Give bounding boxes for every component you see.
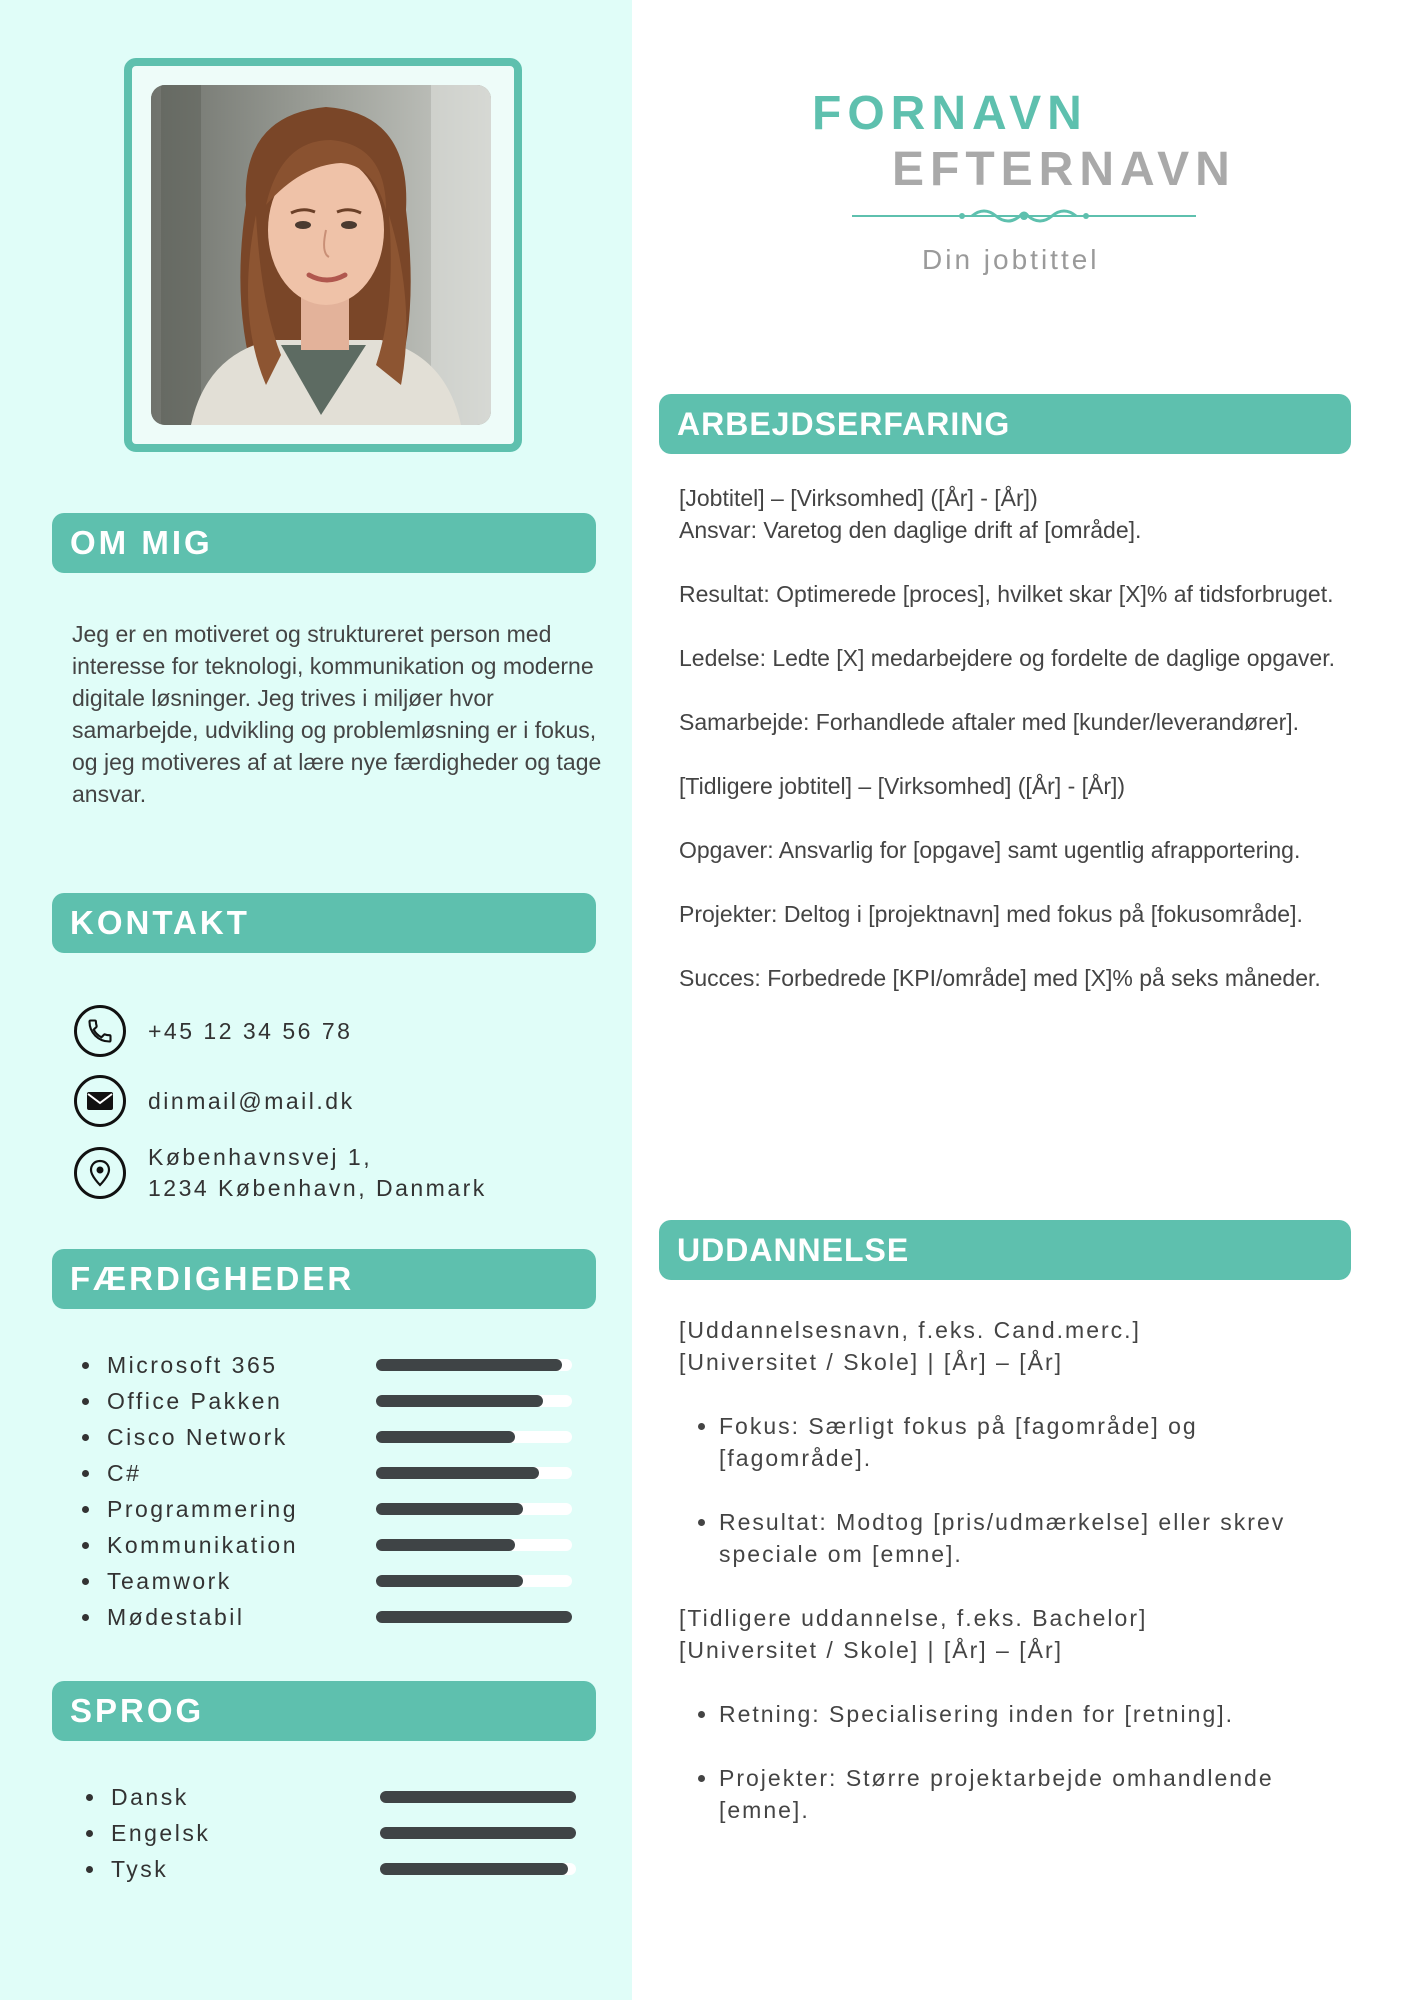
skill-level-fill — [376, 1395, 543, 1407]
contact-email — [74, 1075, 355, 1127]
education-bullet: • Resultat: Modtog [pris/udmærkelse] eller skrev speciale om [emne]. — [719, 1506, 1359, 1570]
skill-level-bar — [376, 1359, 572, 1371]
skills-heading: FÆRDIGHEDER — [52, 1249, 596, 1309]
email-address[interactable]: dinmail@mail.dk — [148, 1087, 355, 1114]
education-bullets-1 — [679, 1410, 1359, 1570]
skill-level-bar — [376, 1575, 572, 1587]
language-level-bar — [380, 1827, 576, 1839]
ornament-divider-icon — [852, 206, 1196, 226]
skill-item — [82, 1563, 602, 1599]
bullet-icon — [82, 1398, 89, 1405]
languages-list — [86, 1779, 606, 1887]
bullet-icon — [82, 1578, 89, 1585]
skill-name: C# — [107, 1459, 142, 1486]
skill-item — [82, 1347, 602, 1383]
education-entry-1 — [679, 1314, 1359, 1378]
work-entry: Projekter: Deltog i [projektnavn] med fokus på [fokusområde]. — [679, 901, 1303, 927]
skill-level-bar — [376, 1503, 572, 1515]
language-level-bar — [380, 1863, 576, 1875]
skill-level-fill — [376, 1431, 515, 1443]
skill-level-fill — [376, 1503, 523, 1515]
education-degree: [Uddannelsesnavn, f.eks. Cand.merc.] — [679, 1317, 1141, 1343]
work-entry: Succes: Forbedrede [KPI/område] med [X]% på seks måneder. — [679, 965, 1321, 991]
education-degree: [Tidligere uddannelse, f.eks. Bachelor] — [679, 1605, 1148, 1631]
location-pin-icon — [74, 1147, 126, 1199]
about-heading: OM MIG — [52, 513, 596, 573]
work-entry: Resultat: Optimerede [proces], hvilket skar [X]% af tidsforbruget. — [679, 581, 1334, 607]
language-item — [86, 1779, 606, 1815]
education-heading: UDDANNELSE — [659, 1220, 1351, 1280]
language-item — [86, 1815, 606, 1851]
skill-level-bar — [376, 1611, 572, 1623]
language-name: Engelsk — [111, 1819, 211, 1846]
first-name: FORNAVN — [812, 87, 1088, 140]
bullet-icon — [82, 1362, 89, 1369]
left-column — [0, 0, 632, 2000]
about-text: Jeg er en motiveret og struktureret person med interesse for teknologi, kommunikation og moderne digitale løsninger. Jeg trives i miljøer hvor samarbejde, udvikling og problemløsning er i fokus, og jeg motiveres af at lære nye færdigheder og tage ansvar. — [72, 621, 602, 807]
language-level-fill — [380, 1863, 568, 1875]
portrait-photo — [151, 85, 491, 425]
bullet-icon — [82, 1470, 89, 1477]
language-item — [86, 1851, 606, 1887]
phone-icon — [74, 1005, 126, 1057]
work-entry: Samarbejde: Forhandlede aftaler med [kunder/leverandører]. — [679, 709, 1300, 735]
skill-name: Cisco Network — [107, 1423, 288, 1450]
contact-phone — [74, 1005, 352, 1057]
job-title: Din jobtittel — [922, 244, 1100, 275]
bullet-icon — [86, 1830, 93, 1837]
skill-item — [82, 1455, 602, 1491]
work-heading: ARBEJDSERFARING — [659, 394, 1351, 454]
contact-address — [74, 1142, 487, 1204]
work-experience — [679, 482, 1359, 1026]
education-entry-2 — [679, 1602, 1359, 1666]
bullet-icon — [82, 1506, 89, 1513]
work-entry: [Tidligere jobtitel] – [Virksomhed] ([År] - [År]) — [679, 773, 1126, 799]
skill-level-bar — [376, 1467, 572, 1479]
skills-list — [82, 1347, 602, 1635]
skill-name: Kommunikation — [107, 1531, 299, 1558]
skill-level-fill — [376, 1359, 562, 1371]
skill-item — [82, 1599, 602, 1635]
mail-icon — [74, 1075, 126, 1127]
address — [148, 1142, 487, 1204]
skill-level-fill — [376, 1539, 515, 1551]
skill-item — [82, 1383, 602, 1419]
language-level-fill — [380, 1791, 576, 1803]
work-entry: Opgaver: Ansvarlig for [opgave] samt ugentlig afrapportering. — [679, 837, 1301, 863]
education-bullet: • Projekter: Større projektarbejde omhandlende [emne]. — [719, 1762, 1359, 1826]
languages-heading: SPROG — [52, 1681, 596, 1741]
language-level-bar — [380, 1791, 576, 1803]
address-line-2: 1234 København, Danmark — [148, 1175, 487, 1201]
education-school: [Universitet / Skole] | [År] – [År] — [679, 1637, 1064, 1663]
skill-level-fill — [376, 1611, 572, 1623]
last-name: EFTERNAVN — [892, 143, 1236, 196]
work-entry: Ansvar: Varetog den daglige drift af [område]. — [679, 517, 1142, 543]
skill-level-bar — [376, 1395, 572, 1407]
skill-item — [82, 1527, 602, 1563]
bullet-icon — [86, 1866, 93, 1873]
contact-heading: KONTAKT — [52, 893, 596, 953]
skill-item — [82, 1491, 602, 1527]
photo-frame — [124, 58, 522, 452]
education-school: [Universitet / Skole] | [År] – [År] — [679, 1349, 1064, 1375]
bullet-icon — [82, 1542, 89, 1549]
skill-name: Teamwork — [107, 1567, 232, 1594]
education-bullets-2 — [679, 1698, 1359, 1826]
language-name: Tysk — [111, 1855, 169, 1882]
work-entry: Ledelse: Ledte [X] medarbejdere og fordelte de daglige opgaver. — [679, 645, 1335, 671]
language-name: Dansk — [111, 1783, 189, 1810]
language-level-fill — [380, 1827, 576, 1839]
skill-name: Office Pakken — [107, 1387, 283, 1414]
education-bullet: • Retning: Specialisering inden for [retning]. — [719, 1698, 1359, 1730]
skill-item — [82, 1419, 602, 1455]
bullet-icon — [82, 1614, 89, 1621]
skill-level-bar — [376, 1539, 572, 1551]
skill-level-fill — [376, 1575, 523, 1587]
skill-name: Microsoft 365 — [107, 1351, 278, 1378]
skill-name: Programmering — [107, 1495, 298, 1522]
skill-level-bar — [376, 1431, 572, 1443]
skill-level-fill — [376, 1467, 539, 1479]
education — [679, 1314, 1359, 1858]
address-line-1: Københavnsvej 1, — [148, 1144, 373, 1170]
phone-number[interactable]: +45 12 34 56 78 — [148, 1017, 353, 1044]
skill-name: Mødestabil — [107, 1603, 245, 1630]
education-bullet: • Fokus: Særligt fokus på [fagområde] og [fagområde]. — [719, 1410, 1359, 1474]
bullet-icon — [86, 1794, 93, 1801]
bullet-icon — [82, 1434, 89, 1441]
work-entry: [Jobtitel] – [Virksomhed] ([År] - [År]) — [679, 485, 1038, 511]
